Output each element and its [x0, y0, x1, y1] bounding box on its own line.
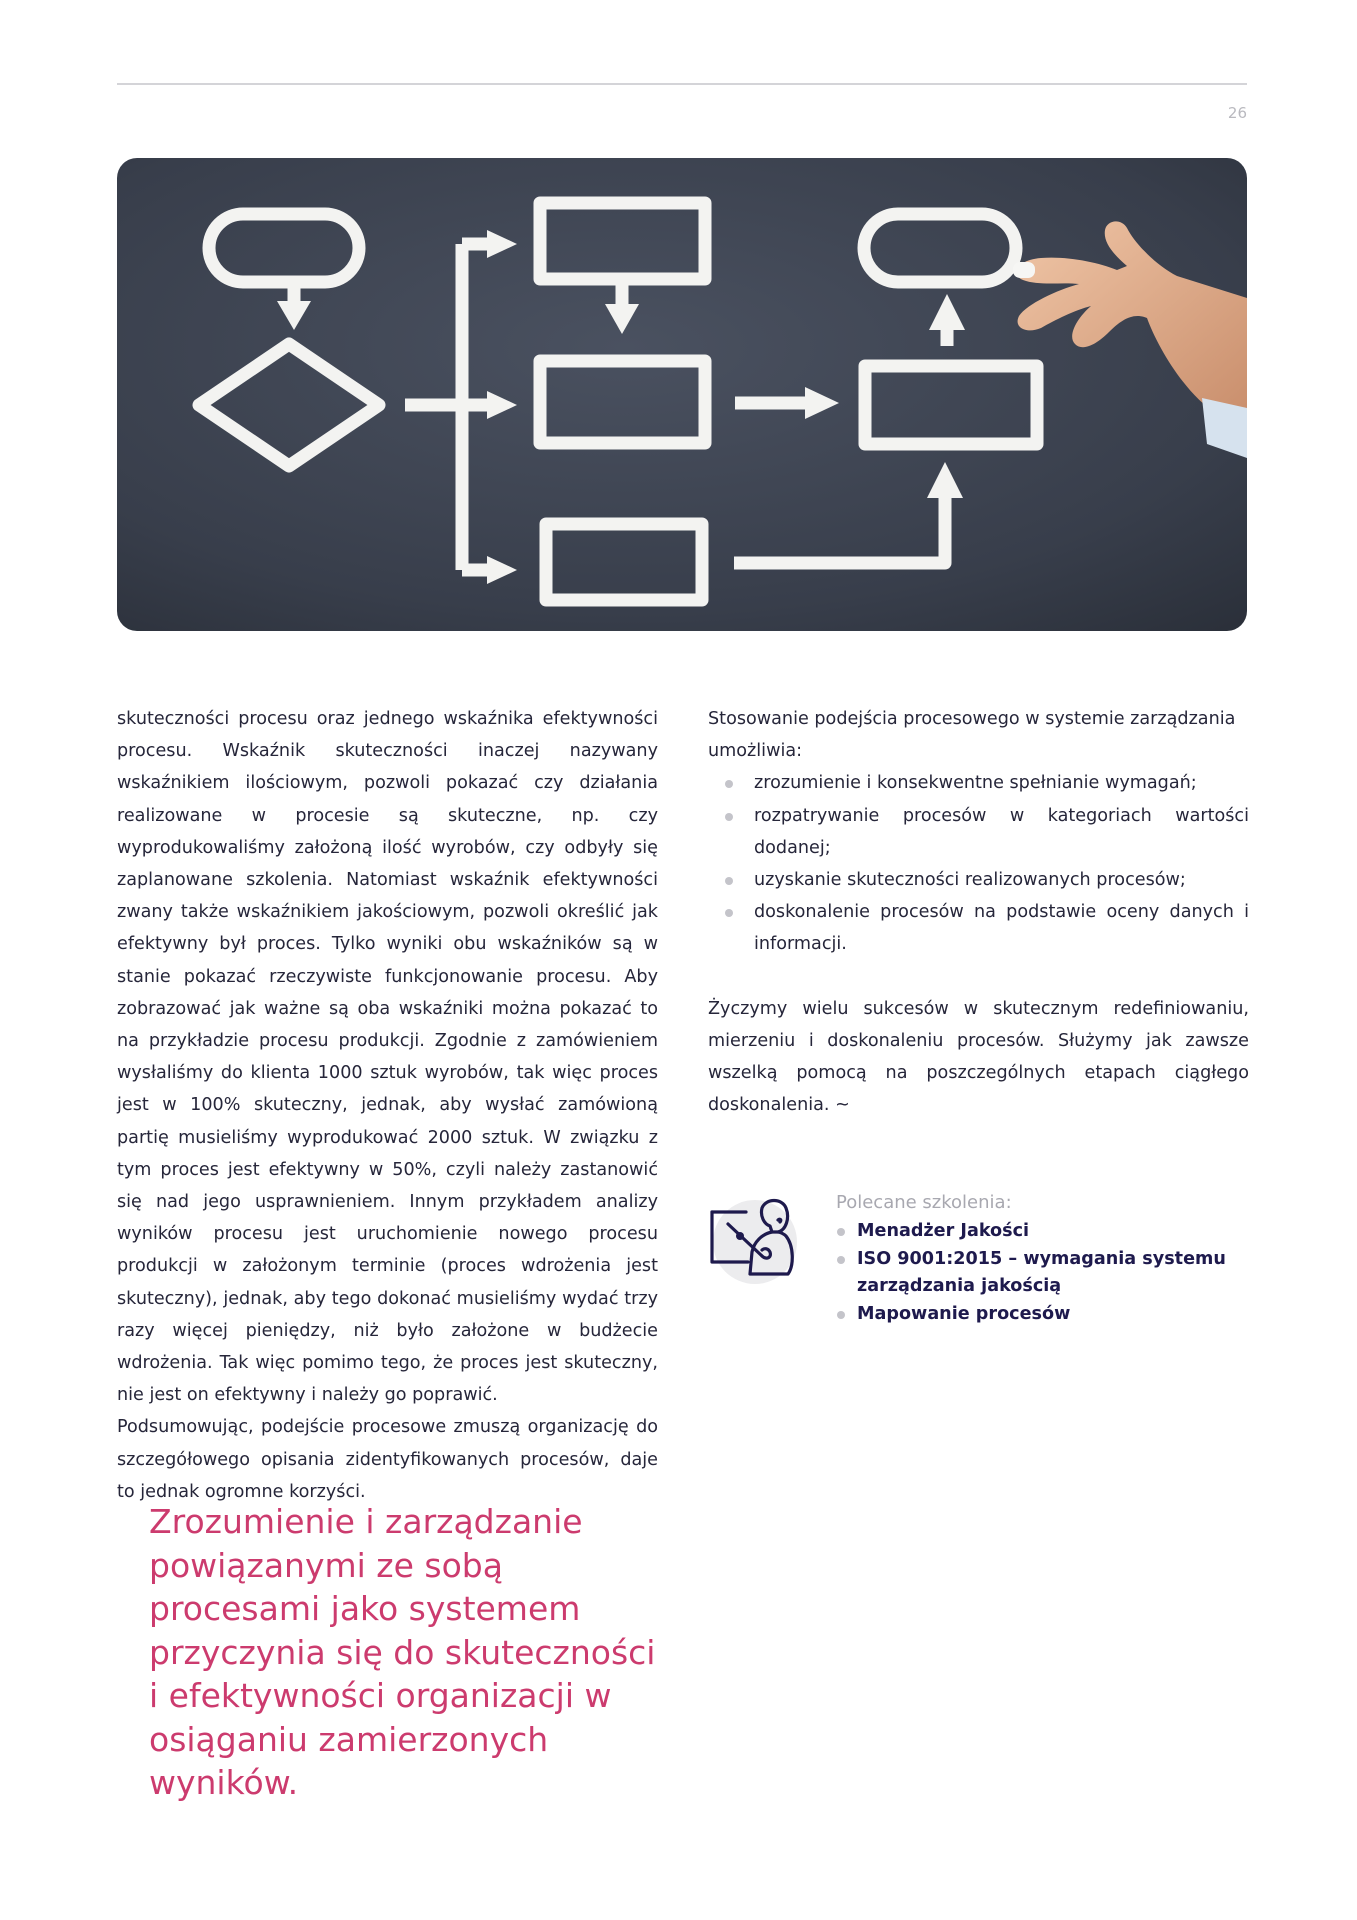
list-item: rozpatrywanie procesów w kategoriach wartości dodanej;: [708, 800, 1249, 864]
body-paragraph: skuteczności procesu oraz jednego wskaźnika efektywności procesu. Wskaźnik skuteczności inaczej nazywany wskaźnikiem ilościowym, pozwoli pokazać czy działania realizowane w procesie są skuteczne, np. czy wyprodukowaliśmy założoną ilość wyrobów, czy odbyły się zaplanowane szkolenia. Natomiast wskaźnik efektywności zwany także wskaźnikiem jakościowym, pozwoli określić jak efektywny był proces. Tylko wyniki obu wskaźników są w stanie pokazać rzeczywiste funkcjonowanie procesu. Aby zobrazować jak ważne są oba wskaźniki można pokazać to na przykładzie procesu produkcji. Zgodnie z zamówieniem wysłaliśmy do klienta 1000 sztuk wyrobów, tak więc proces jest w 100% skuteczny, jednak, aby wysłać zamówioną partię musieliśmy wyprodukować 2000 sztuk. W związku z tym proces jest efektywny w 50%, czyli należy zastanowić się nad jego usprawnieniem. Innym przykładem analizy wyników procesu jest uruchomienie nowego procesu produkcji w założonym terminie (proces wdrożenia jest skuteczny), jednak, aby tego dokonać musieliśmy wydać trzy razy więcej pieniędzy, niż było założone w budżecie wdrożenia. Tak więc pomimo tego, że proces jest skuteczny, nie jest on efektywny i należy go poprawić.: [117, 709, 658, 1406]
summary-paragraph: Podsumowując, podejście procesowe zmuszą organizację do szczegółowego opisania zidentyfikowanych procesów, daje to jednak ogromne korzyści.: [117, 1417, 658, 1502]
recommended-training: [706, 1190, 1246, 1324]
training-list-block: [836, 1190, 1246, 1328]
benefits-list: [708, 767, 1249, 960]
training-list: [836, 1218, 1246, 1328]
training-item[interactable]: Mapowanie procesów: [836, 1301, 1246, 1329]
right-column: [708, 703, 1249, 1121]
training-item[interactable]: ISO 9001:2015 – wymagania systemu zarządzania jakością: [836, 1246, 1246, 1301]
pull-quote: Zrozumienie i zarządzanie powiązanymi ze sobą procesami jako systemem przyczynia się do skuteczności i efektywności organizacji w osiąganiu zamierzonych wyników.: [149, 1502, 656, 1802]
page-number: 26: [1227, 104, 1247, 122]
training-item[interactable]: Menadżer Jakości: [836, 1218, 1246, 1246]
list-item: doskonalenie procesów na podstawie oceny danych i informacji.: [708, 896, 1249, 960]
left-column: [117, 703, 658, 1508]
bullets-intro: Stosowanie podejścia procesowego w systemie zarządzania umożliwia:: [708, 709, 1236, 762]
closing-paragraph: Życzymy wielu sukcesów w skutecznym redefiniowaniu, mierzeniu i doskonaleniu procesów. Służymy jak zawsze wszelką pomocą na poszczególnych etapach ciągłego doskonalenia. ~: [708, 998, 1249, 1116]
trainer-icon: [706, 1190, 806, 1290]
hero-image: [117, 158, 1247, 631]
header-rule: [117, 83, 1247, 85]
list-item: zrozumienie i konsekwentne spełnianie wymagań;: [708, 767, 1249, 799]
list-item: uzyskanie skuteczności realizowanych procesów;: [708, 864, 1249, 896]
training-heading: Polecane szkolenia:: [836, 1192, 1012, 1213]
